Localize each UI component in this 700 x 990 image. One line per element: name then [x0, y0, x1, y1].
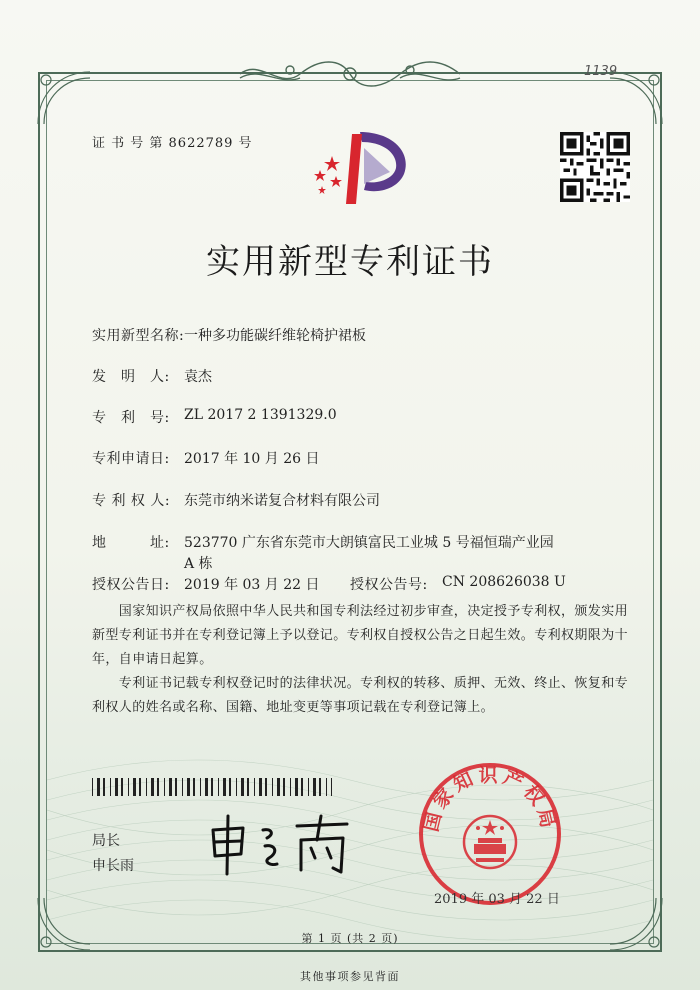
inventor-value: 袁杰 [184, 369, 212, 385]
footer-note: 其他事项参见背面 [300, 970, 400, 983]
director-title: 局长 [92, 833, 120, 849]
director-signature [205, 808, 355, 878]
cnipa-logo [300, 128, 415, 208]
utility-model-name-value: 一种多功能碳纤维轮椅护裙板 [184, 328, 366, 344]
address-value-line1: 523770 广东省东莞市大朗镇富民工业城 5 号福恒瑞产业园 [184, 535, 554, 551]
grant-date-value: 2019 年 03 月 22 日 [184, 577, 320, 593]
official-seal [418, 762, 562, 906]
document-title: 实用新型专利证书 [206, 242, 494, 282]
address-value-line2: A 栋 [184, 556, 213, 572]
notice-line: 专利证书记载专利权登记时的法律状况。专利权的转移、质押、无效、终止、恢复和专 [92, 676, 629, 691]
grant-number-label: 授权公告号: [350, 577, 428, 593]
qr-code [560, 132, 630, 202]
utility-model-name-label: 实用新型名称: [92, 328, 185, 344]
patentee-label: 专 利 权 人: [92, 493, 171, 509]
barcode [92, 778, 332, 796]
director-name: 申长雨 [92, 858, 134, 874]
address-label: 地 址: [92, 535, 170, 551]
corner-ornament-bottom-left [30, 888, 100, 958]
inventor-label: 发 明 人: [92, 369, 170, 385]
application-date-value: 2017 年 10 月 26 日 [184, 451, 320, 467]
notice-line: 年，自申请日起算。 [92, 652, 213, 667]
grant-number-value: CN 208626038 U [442, 574, 566, 590]
notice-line: 新型专利证书并在专利登记簿上予以登记。专利权自授权公告之日起生效。专利权期限为十 [92, 628, 629, 643]
application-date-label: 专利申请日: [92, 451, 170, 467]
patentee-value: 东莞市纳米诺复合材料有限公司 [184, 493, 380, 509]
notice-line: 国家知识产权局依照中华人民共和国专利法经过初步审查，决定授予专利权，颁发实用 [92, 604, 629, 619]
patent-number-value: ZL 2017 2 1391329.0 [184, 407, 337, 423]
corner-ornament-top-left [30, 64, 100, 134]
corner-ornament-bottom-right [600, 888, 670, 958]
notice-line: 利权人的姓名或名称、国籍、地址变更等事项记载在专利登记簿上。 [92, 700, 495, 715]
seal-text: 国家知识产权局 [420, 764, 560, 834]
national-emblem-icon [464, 816, 516, 868]
page-number: 第 1 页 (共 2 页) [301, 932, 399, 945]
handwritten-number: 1139 [584, 64, 618, 79]
patent-number-label: 专 利 号: [92, 410, 170, 426]
seal-date: 2019 年 03 月 22 日 [434, 892, 560, 907]
certificate-number: 证 书 号 第 8622789 号 [92, 136, 253, 151]
grant-date-label: 授权公告日: [92, 577, 170, 593]
top-ornament [230, 56, 470, 92]
